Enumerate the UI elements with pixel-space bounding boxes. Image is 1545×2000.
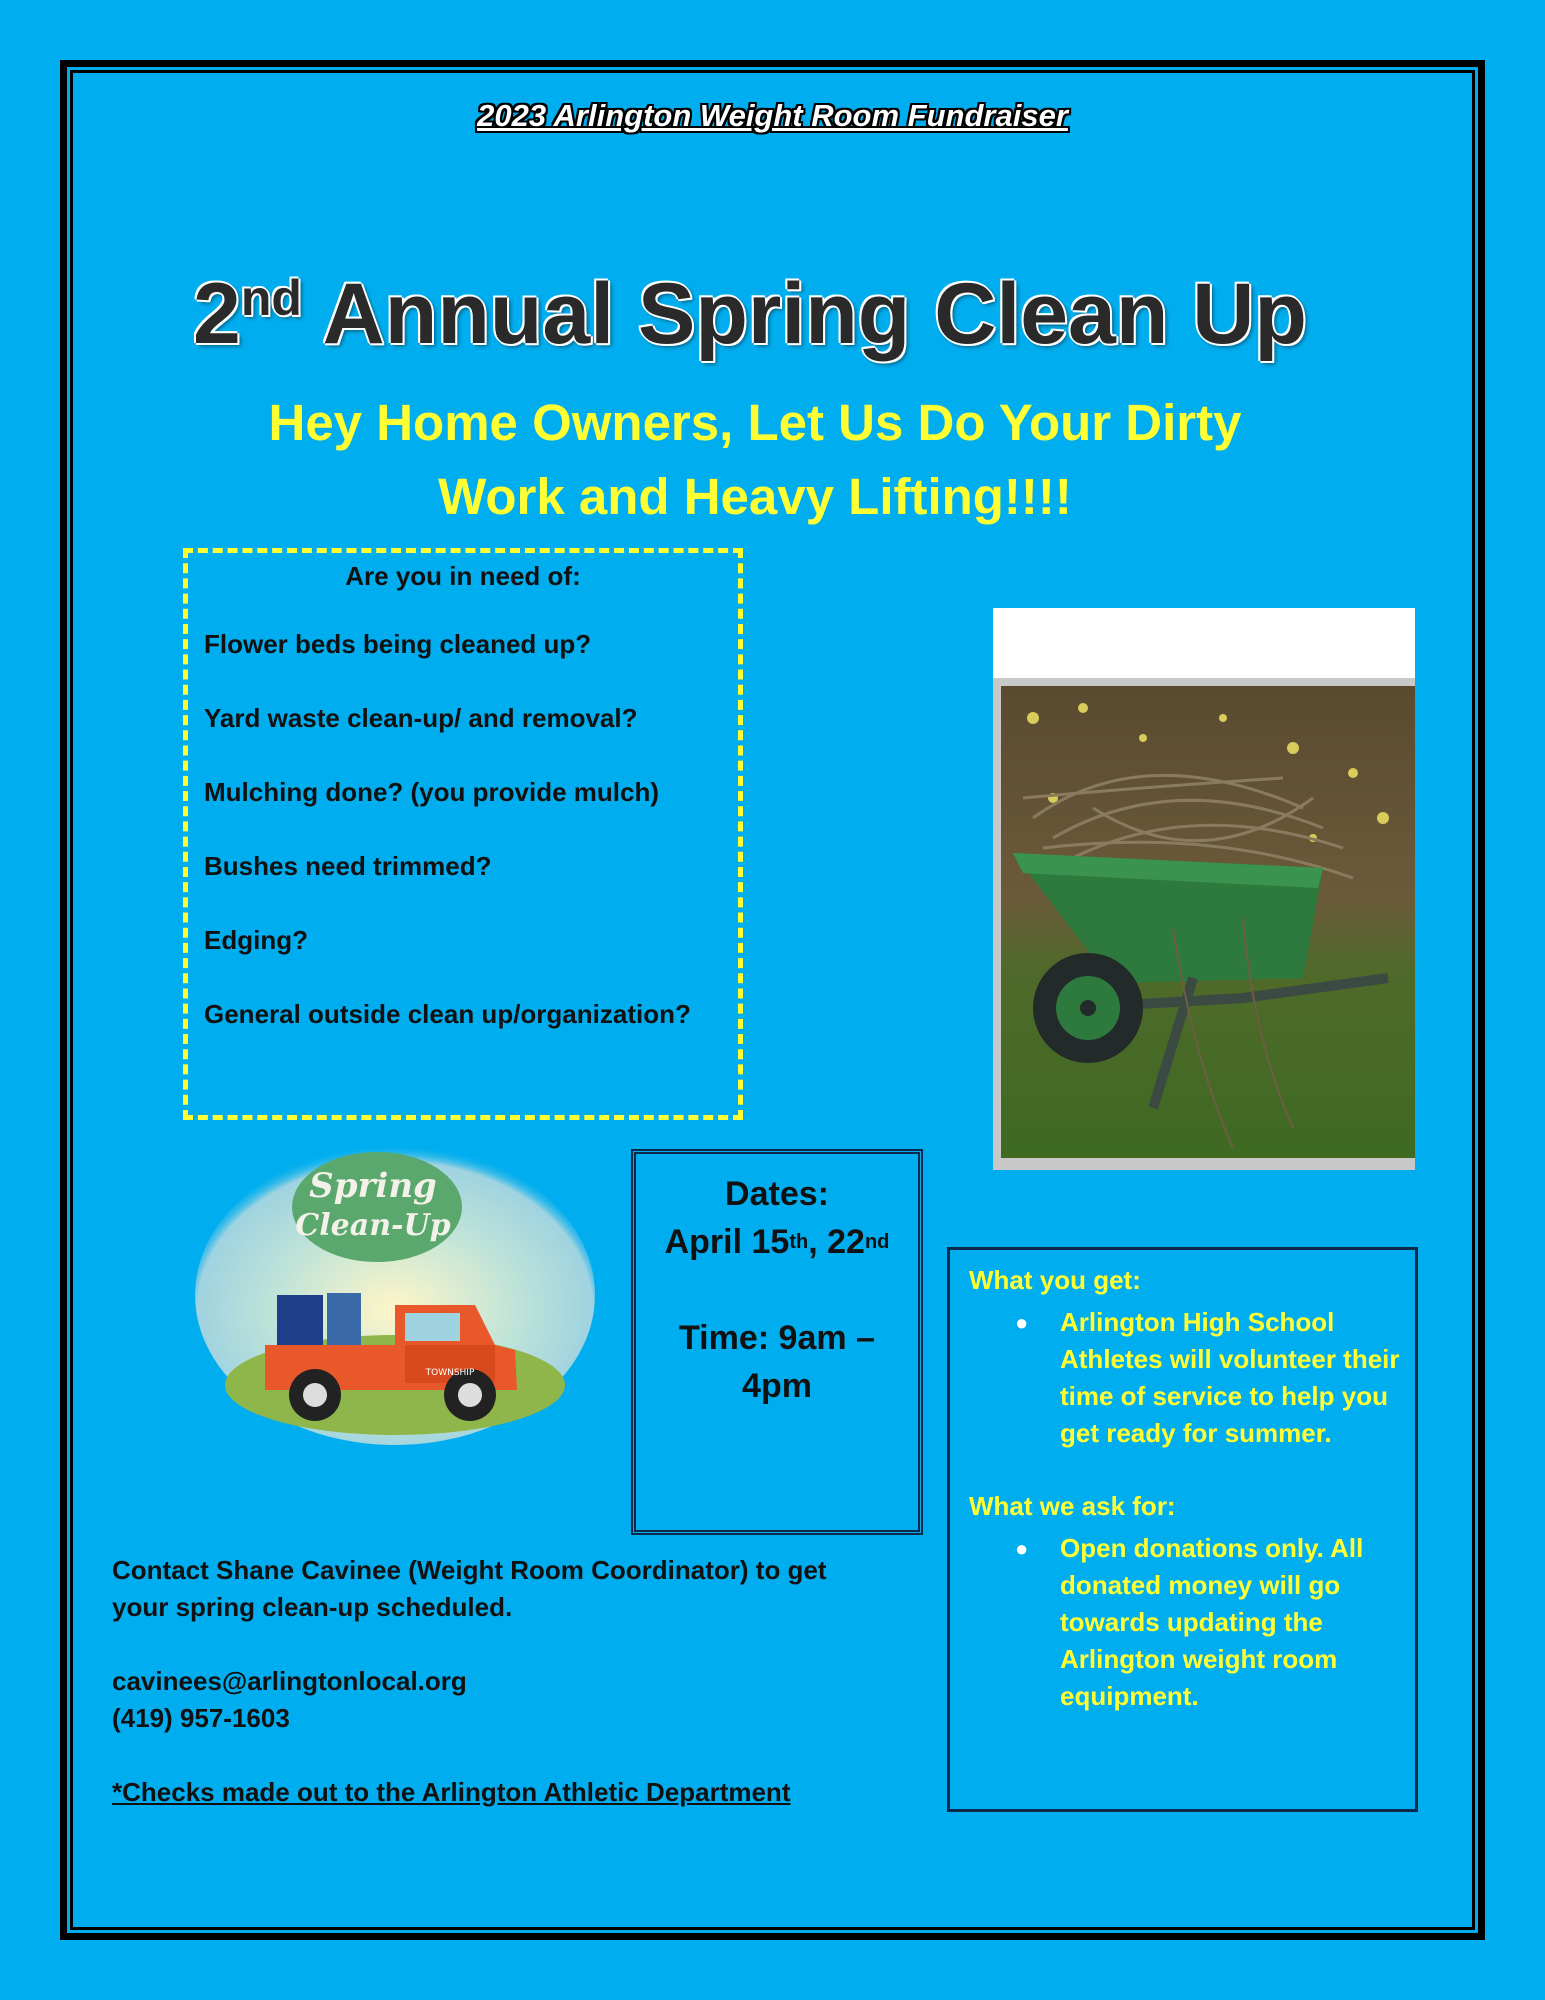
date-second: , 22 (808, 1223, 865, 1261)
fundraiser-title: 2023 Arlington Weight Room Fundraiser (477, 98, 1068, 133)
needs-item: Mulching done? (you provide mulch) (204, 777, 659, 807)
title-ordinal: nd (240, 270, 302, 326)
needs-item: Bushes need trimmed? (204, 851, 492, 881)
ask-item-text: Open donations only. All donated money will go towards updating the Arlington weight room equipment. (1060, 1533, 1364, 1711)
contact-section (112, 1552, 872, 1811)
needs-box (183, 548, 743, 1120)
logo-text-cleanup: Clean-Up (295, 1208, 451, 1243)
wheelbarrow-photo (993, 608, 1415, 1170)
date-second-ordinal: nd (864, 1231, 890, 1253)
ask-heading: What we ask for: (969, 1491, 1176, 1521)
logo-text-spring: Spring (309, 1166, 437, 1206)
dates-value (636, 1218, 918, 1266)
subtitle-line-2: Work and Heavy Lifting!!!! (438, 468, 1072, 525)
spacer (112, 1626, 872, 1663)
contact-email[interactable]: cavinees@arlingtonlocal.org (112, 1666, 467, 1696)
ask-list (969, 1530, 1415, 1715)
get-list (969, 1304, 1415, 1452)
needs-item: General outside clean up/organization? (204, 999, 691, 1029)
time-line-1: Time: 9am – (679, 1319, 875, 1357)
spacer (969, 1452, 1415, 1488)
title-number: 2 (193, 266, 241, 362)
needs-item: Edging? (204, 925, 308, 955)
benefits-box (947, 1247, 1418, 1812)
dates-gap (636, 1266, 918, 1314)
truck-icon (195, 1145, 595, 1445)
get-heading: What you get: (969, 1265, 1141, 1295)
spacer (112, 1737, 872, 1774)
bullet-icon: ● (1015, 1310, 1029, 1335)
main-title (0, 265, 1500, 364)
dates-box (631, 1149, 923, 1535)
checks-note: *Checks made out to the Arlington Athletic Department (112, 1777, 791, 1807)
truck-text: TOWNSHIP (425, 1368, 475, 1378)
spring-cleanup-logo (195, 1145, 595, 1445)
wheelbarrow-illustration (993, 678, 1415, 1170)
needs-item: Flower beds being cleaned up? (204, 629, 592, 659)
time-line-2: 4pm (742, 1367, 812, 1405)
subtitle (0, 386, 1510, 534)
title-rest: Annual Spring Clean Up (301, 266, 1307, 362)
dates-label: Dates: (725, 1175, 829, 1213)
needs-heading: Are you in need of: (345, 561, 581, 591)
list-item (969, 1304, 1409, 1452)
get-item-text: Arlington High School Athletes will volunteer their time of service to help you get ready for summer. (1060, 1307, 1400, 1448)
needs-item: Yard waste clean-up/ and removal? (204, 703, 638, 733)
photo-frame (993, 678, 1415, 1170)
date-first: April 15 (664, 1223, 790, 1261)
photo-white-band (993, 608, 1415, 678)
contact-text: Contact Shane Cavinee (Weight Room Coordinator) to get your spring clean-up scheduled. (112, 1555, 827, 1622)
subtitle-line-1: Hey Home Owners, Let Us Do Your Dirty (268, 394, 1242, 451)
contact-phone[interactable]: (419) 957-1603 (112, 1703, 290, 1733)
date-first-ordinal: th (789, 1231, 809, 1253)
list-item (969, 1530, 1409, 1715)
bullet-icon: ● (1015, 1536, 1029, 1561)
